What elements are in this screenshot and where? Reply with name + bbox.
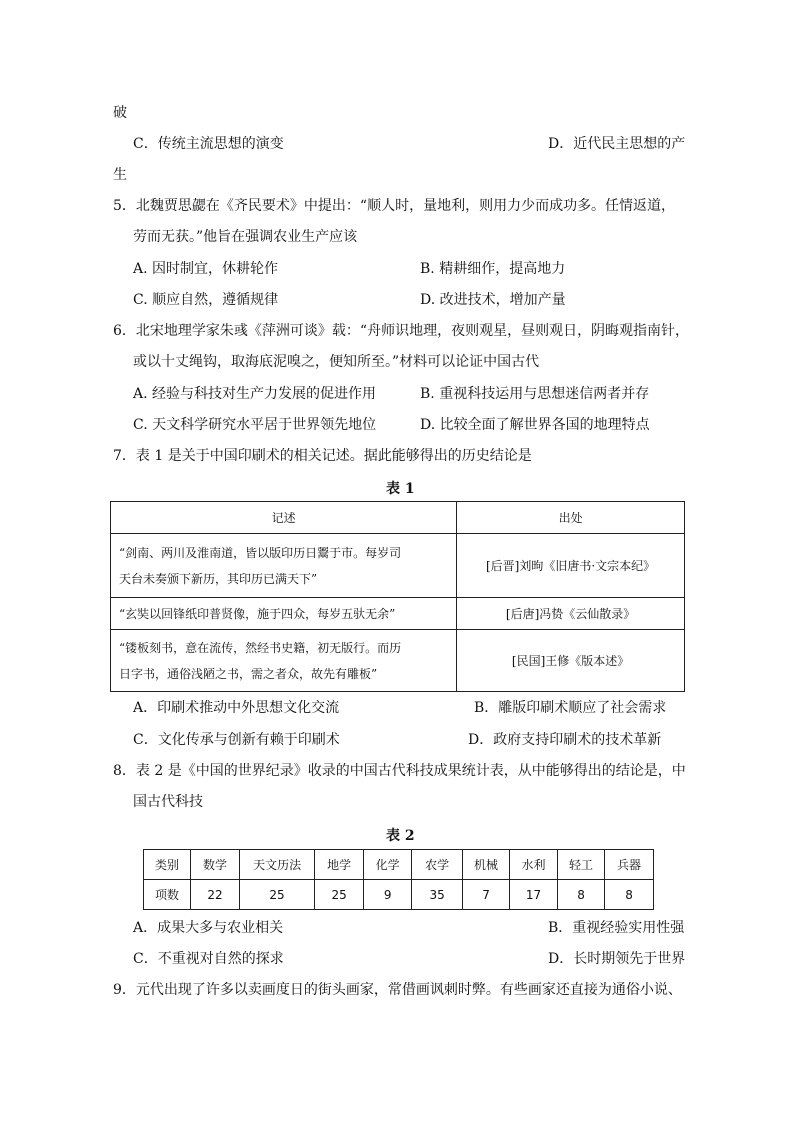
q4-option-c[interactable]: C．传统主流思想的演变 xyxy=(133,136,284,152)
table1-row3-record xyxy=(111,630,457,692)
table2-count-geography: 25 xyxy=(315,880,364,910)
table1-row1-line1: “剑南、两川及淮南道，皆以版印历日鬻于市。每岁司 xyxy=(119,545,402,560)
table1-row2-record: “玄奘以回锋纸印普贤像，施于四众，每岁五驮无余” xyxy=(111,598,457,630)
table1-row3-source: [民国]王修《版本述》 xyxy=(457,630,685,692)
q6-option-b[interactable]: B. 重视科技运用与思想迷信两者并存 xyxy=(420,386,650,402)
table2-header-weapons: 兵器 xyxy=(605,850,654,880)
table2-title: 表 2 xyxy=(386,828,415,844)
q8-option-c[interactable]: C．不重视对自然的探求 xyxy=(133,951,284,967)
q4-option-d[interactable]: D．近代民主思想的产 xyxy=(548,136,686,152)
table2-header-machinery: 机械 xyxy=(463,850,510,880)
q4-option-d-tail: 生 xyxy=(113,167,127,183)
table1-row3-line1: “镂板刻书，意在流传，然经书史籍，初无版行。而历 xyxy=(119,640,402,655)
q5-option-b[interactable]: B. 精耕细作，提高地力 xyxy=(420,261,566,277)
table1-title: 表 1 xyxy=(386,481,415,497)
q6-option-c[interactable]: C. 天文科学研究水平居于世界领先地位 xyxy=(133,417,377,433)
q8-option-d[interactable]: D．长时期领先于世界 xyxy=(548,951,686,967)
table2-counts-label: 项数 xyxy=(144,880,191,910)
table2-header-math: 数学 xyxy=(190,850,239,880)
table2-count-chemistry: 9 xyxy=(364,880,412,910)
table2-header-light-industry: 轻工 xyxy=(558,850,605,880)
table1-header-record: 记述 xyxy=(111,502,457,534)
q8-option-a[interactable]: A．成果大多与农业相关 xyxy=(133,920,284,936)
q7-stem: 7．表 1 是关于中国印刷术的相关记述。据此能够得出的历史结论是 xyxy=(113,448,532,464)
q5-option-a[interactable]: A. 因时制宜，休耕轮作 xyxy=(133,261,279,277)
table1-row3-line2: 日字书，通俗浅陋之书，需之者众，故先有雕板” xyxy=(119,666,378,681)
q8-stem-line2: 国古代科技 xyxy=(133,794,203,810)
q5-stem-line2: 劳而无获。”他旨在强调农业生产应该 xyxy=(133,229,358,245)
q6-stem-line2: 或以十丈绳钩，取海底泥嗅之，便知所至。”材料可以论证中国古代 xyxy=(133,354,540,370)
table1-row1-line2: 天台未奏颁下新历，其印历已满天下” xyxy=(119,571,318,586)
table1-row1-record xyxy=(111,534,457,598)
q5-option-d[interactable]: D. 改进技术，增加产量 xyxy=(420,292,566,308)
table2-header-category: 类别 xyxy=(144,850,191,880)
table2-count-machinery: 7 xyxy=(463,880,510,910)
table2-header-chemistry: 化学 xyxy=(364,850,412,880)
table2-count-math: 22 xyxy=(190,880,239,910)
table2-header-water: 水利 xyxy=(510,850,558,880)
q8-stem-line1: 8．表 2 是《中国的世界纪录》收录的中国古代科技成果统计表，从中能够得出的结论是，中 xyxy=(113,763,686,779)
table2-header-geography: 地学 xyxy=(315,850,364,880)
table2-count-light-industry: 8 xyxy=(558,880,605,910)
table2-count-astronomy: 25 xyxy=(239,880,314,910)
q6-option-a[interactable]: A. 经验与科技对生产力发展的促进作用 xyxy=(133,386,377,402)
q6-option-d[interactable]: D. 比较全面了解世界各国的地理特点 xyxy=(420,417,650,433)
q7-option-a[interactable]: A．印刷术推动中外思想文化交流 xyxy=(133,700,340,716)
q5-stem-line1: 5．北魏贾思勰在《齐民要术》中提出：“顺人时，量地利，则用力少而成功多。任情返道， xyxy=(113,198,676,214)
q9-stem-line1: 9．元代出现了许多以卖画度日的街头画家，常借画讽刺时弊。有些画家还直接为通俗小说、 xyxy=(113,982,682,998)
q7-option-b[interactable]: B．雕版印刷术顺应了社会需求 xyxy=(474,700,667,716)
q7-option-d[interactable]: D．政府支持印刷术的技术革新 xyxy=(468,732,662,748)
q7-option-c[interactable]: C．文化传承与创新有赖于印刷术 xyxy=(133,732,340,748)
q8-option-b[interactable]: B．重视经验实用性强 xyxy=(548,920,685,936)
table2-header-astronomy: 天文历法 xyxy=(239,850,314,880)
q5-option-c[interactable]: C. 顺应自然，遵循规律 xyxy=(133,292,279,308)
table1 xyxy=(110,501,685,692)
table1-row1-source: [后晋]刘昫《旧唐书·文宗本纪》 xyxy=(457,534,685,598)
table1-row2-source: [后唐]冯贽《云仙散录》 xyxy=(457,598,685,630)
table2 xyxy=(143,849,654,910)
question-fragment: 破 xyxy=(113,105,127,121)
table2-count-agronomy: 35 xyxy=(412,880,463,910)
table2-header-agronomy: 农学 xyxy=(412,850,463,880)
table2-count-weapons: 8 xyxy=(605,880,654,910)
table2-count-water: 17 xyxy=(510,880,558,910)
q6-stem-line1: 6．北宋地理学家朱彧《萍洲可谈》载：“舟师识地理，夜则观星，昼则观日，阴晦观指南针， xyxy=(113,323,690,339)
table1-header-source: 出处 xyxy=(457,502,685,534)
